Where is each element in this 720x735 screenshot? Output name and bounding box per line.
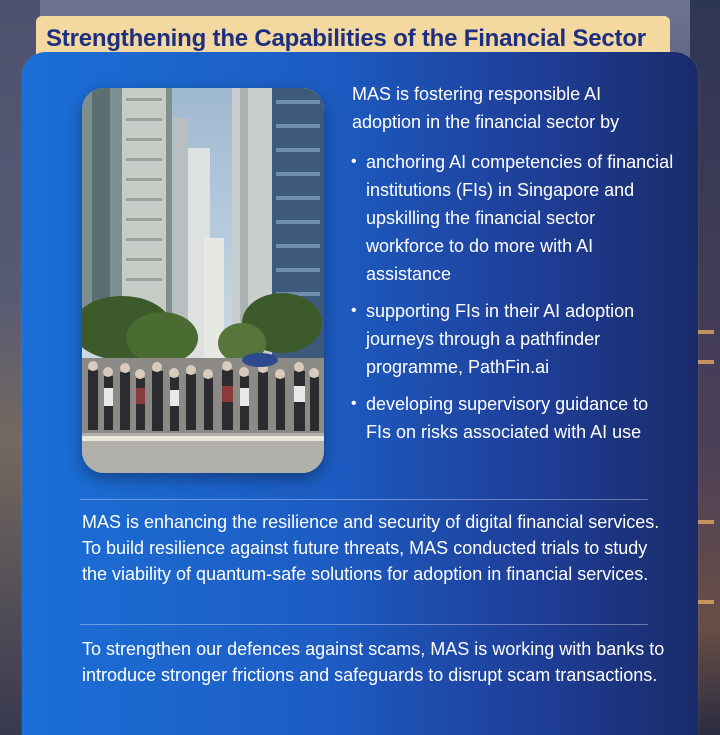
city-street-illustration [82,88,324,473]
section-divider [80,499,648,500]
bullet-text: anchoring AI competencies of financial institutions (FIs) in Singapore and upskilling the financial sector workforce to do more with AI assistance [366,152,674,284]
bullet-list [348,148,678,455]
resilience-paragraph: MAS is enhancing the resilience and security of digital financial services. To build resilience against future threats, MAS conducted trials to study the viability of quantum-safe solutions for adoption in financial services. [82,512,660,584]
bullet-marker: • [351,302,357,319]
list-item [348,148,678,288]
bullet-marker: • [351,153,357,170]
list-item [348,297,678,381]
intro-text: MAS is fostering responsible AI adoption in the financial sector by [352,84,620,132]
bullet-marker: • [351,395,357,412]
bullet-text: supporting FIs in their AI adoption journeys through a pathfinder programme, PathFin.ai [366,301,635,377]
scams-paragraph: To strengthen our defences against scams, MAS is working with banks to introduce stronger frictions and safeguards to disrupt scam transactions. [82,639,665,685]
city-street-photo [82,88,324,473]
page-title: Strengthening the Capabilities of the Financial Sector [46,25,646,52]
bullet-text: developing supervisory guidance to FIs on risks associated with AI use [366,394,649,442]
section-divider [80,624,648,625]
list-item [348,390,678,446]
